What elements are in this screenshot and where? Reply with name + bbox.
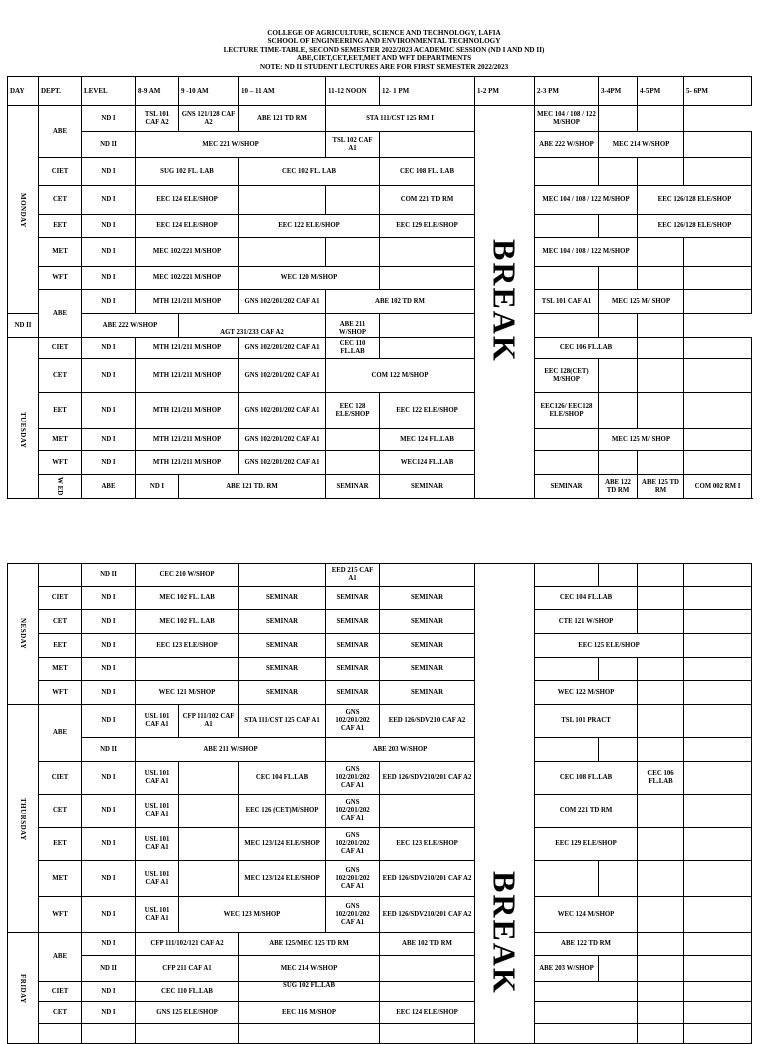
class-cell: TSL 102 CAF A1 bbox=[326, 132, 380, 158]
class-cell: EEC 125 ELE/SHOP bbox=[535, 634, 684, 658]
level-cell: ND I bbox=[82, 106, 136, 132]
table-row bbox=[8, 705, 752, 738]
class-cell: SUG 102 FL.LAB bbox=[239, 982, 380, 1002]
table-row bbox=[8, 634, 752, 658]
col-day: DAY bbox=[8, 77, 39, 106]
col-3-4: 3-4PM bbox=[599, 77, 638, 106]
class-cell: GNS 102/201/202 CAF A1 bbox=[239, 429, 326, 451]
timetable-note: NOTE: ND II STUDENT LECTURES ARE FOR FIRST SEMESTER 2022/2023 bbox=[259, 62, 509, 71]
class-cell: EEC 123 ELE/SHOP bbox=[380, 828, 475, 861]
class-cell: ABE 122 TD RM bbox=[599, 475, 638, 499]
class-cell: GNS 102/201/202 CAF A1 bbox=[239, 290, 326, 314]
class-cell: MTH 121/211 M/SHOP bbox=[136, 429, 239, 451]
table-row bbox=[8, 658, 752, 681]
day-thursday: THURSDAY bbox=[8, 705, 39, 933]
class-cell: GNS 102/201/202 CAF A1 bbox=[326, 897, 380, 933]
table-row bbox=[8, 215, 752, 238]
day-wednesday-part2: NESDAY bbox=[8, 564, 39, 705]
class-cell: MEC 214 W/SHOP bbox=[599, 132, 684, 158]
class-cell: GNS 102/201/202 CAF A1 bbox=[326, 705, 380, 738]
table-row bbox=[8, 393, 752, 429]
class-cell: MEC 214 W/SHOP bbox=[239, 956, 380, 982]
class-cell: STA 111/CST 125 CAF A1 bbox=[239, 705, 326, 738]
class-cell: SEMINAR bbox=[380, 634, 475, 658]
col-2-3: 2-3 PM bbox=[535, 77, 599, 106]
class-cell: USL 101 CAF A1 bbox=[136, 897, 179, 933]
class-cell: EED 126/SDV210/201 CAF A2 bbox=[380, 897, 475, 933]
class-cell: MEC 125 M/ SHOP bbox=[599, 429, 684, 451]
level-cell: ND I bbox=[82, 762, 136, 795]
level-cell: ND II bbox=[82, 738, 136, 762]
table-row bbox=[8, 106, 752, 132]
class-cell: TSL 101 CAF A2 bbox=[136, 106, 179, 132]
level-cell: ND I bbox=[82, 1002, 136, 1024]
class-cell: SEMINAR bbox=[326, 587, 380, 610]
col-11-12: 11-12 NOON bbox=[326, 77, 380, 106]
class-cell: MEC 102/221 M/SHOP bbox=[136, 267, 239, 290]
class-cell: STA 111/CST 125 RM I bbox=[326, 106, 475, 132]
dept-cell: WFT bbox=[39, 451, 82, 475]
table-row bbox=[8, 186, 752, 215]
table-row bbox=[8, 897, 752, 933]
table-row bbox=[8, 861, 752, 897]
timetable-title: LECTURE TIME-TABLE, SECOND SEMESTER 2022/2023 ACADEMIC SESSION (ND I AND ND II) bbox=[223, 45, 545, 54]
class-cell: SEMINAR bbox=[380, 610, 475, 634]
level-cell: ND I bbox=[82, 429, 136, 451]
class-cell: MTH 121/211 M/SHOP bbox=[136, 338, 239, 359]
level-cell: ND I bbox=[82, 238, 136, 267]
class-cell: WEC 120 M/SHOP bbox=[239, 267, 380, 290]
table-row bbox=[8, 795, 752, 828]
col-4-5: 4-5PM bbox=[638, 77, 684, 106]
level-cell: ND I bbox=[82, 393, 136, 429]
level-cell: ND I bbox=[82, 861, 136, 897]
class-cell: SEMINAR bbox=[326, 475, 380, 499]
dept-cell: CET bbox=[39, 795, 82, 828]
class-cell: TSL 101 PRACT bbox=[535, 705, 638, 738]
class-cell: MEC 123/124 ELE/SHOP bbox=[239, 861, 326, 897]
class-cell: MTH 121/211 M/SHOP bbox=[136, 359, 239, 393]
class-cell: EEC 123 ELE/SHOP bbox=[136, 634, 239, 658]
class-cell: ABE 102 TD RM bbox=[380, 933, 475, 956]
dept-cell: CET bbox=[39, 186, 82, 215]
class-cell: MEC 102 FL. LAB bbox=[136, 610, 239, 634]
class-cell: COM 122 M/SHOP bbox=[326, 359, 475, 393]
table-row bbox=[8, 587, 752, 610]
class-cell: GNS 102/201/202 CAF A1 bbox=[239, 451, 326, 475]
level-cell: ND I bbox=[82, 828, 136, 861]
table-row bbox=[8, 314, 752, 338]
level-cell: ND I bbox=[82, 795, 136, 828]
col-9-10: 9 -10 AM bbox=[179, 77, 239, 106]
level-cell: ND I bbox=[82, 186, 136, 215]
level-cell: ND I bbox=[82, 451, 136, 475]
class-cell: EEC 124 ELE/SHOP bbox=[136, 186, 239, 215]
level-cell: ND I bbox=[82, 933, 136, 956]
header-row bbox=[8, 77, 752, 106]
class-cell: CTE 121 W/SHOP bbox=[535, 610, 638, 634]
table-row bbox=[8, 1024, 752, 1044]
dept-cell: ABE bbox=[39, 705, 82, 762]
class-cell: ABE 203 W/SHOP bbox=[326, 738, 475, 762]
class-cell: CEC 108 FL.LAB bbox=[535, 762, 638, 795]
class-cell: ABE 121 TD RM bbox=[239, 106, 326, 132]
class-cell: COM 002 RM I bbox=[684, 475, 752, 499]
table-row bbox=[8, 475, 752, 499]
class-cell: MEC 124 FL.LAB bbox=[380, 429, 475, 451]
college-name: COLLEGE OF AGRICULTURE, SCIENCE AND TECHNOLOGY, LAFIA bbox=[267, 29, 501, 37]
dept-cell: ABE bbox=[39, 290, 82, 338]
class-cell: WEC124 FL.LAB bbox=[380, 451, 475, 475]
table-row bbox=[8, 762, 752, 795]
table-row bbox=[8, 238, 752, 267]
class-cell: EEC 126/128 ELE/SHOP bbox=[638, 186, 752, 215]
class-cell: SEMINAR bbox=[239, 634, 326, 658]
level-cell: ND I bbox=[82, 338, 136, 359]
table-row bbox=[8, 956, 752, 982]
table-row bbox=[8, 451, 752, 475]
level-cell: ND II bbox=[8, 314, 39, 338]
class-cell: GNS 125 ELE/SHOP bbox=[136, 1002, 239, 1024]
class-cell: ABE 121 TD. RM bbox=[179, 475, 326, 499]
dept-cell: WFT bbox=[39, 681, 82, 705]
class-cell: EED 126/SDV210 CAF A2 bbox=[380, 705, 475, 738]
dept-cell: MET bbox=[39, 238, 82, 267]
class-cell: MEC 104 / 108 / 122 M/SHOP bbox=[535, 106, 599, 132]
class-cell: MEC 102 FL. LAB bbox=[136, 587, 239, 610]
dept-cell: CET bbox=[39, 1002, 82, 1024]
class-cell: EEC126/ EEC128 ELE/SHOP bbox=[535, 393, 599, 429]
class-cell: CEC 210 W/SHOP bbox=[136, 564, 239, 587]
departments-line: ABE,CIET,CET,EET,MET AND WFT DEPARTMENTS bbox=[296, 54, 472, 63]
table-row bbox=[8, 132, 752, 158]
class-cell: GNS 102/201/202 CAF A1 bbox=[326, 828, 380, 861]
day-tuesday: TUESDAY bbox=[8, 338, 39, 499]
class-cell: SEMINAR bbox=[326, 658, 380, 681]
class-cell: GNS 102/201/202 CAF A1 bbox=[326, 795, 380, 828]
col-12-1: 12- 1 PM bbox=[380, 77, 475, 106]
class-cell: ABE 211 W/SHOP bbox=[136, 738, 326, 762]
level-cell: ND I bbox=[82, 705, 136, 738]
dept-cell: ABE bbox=[39, 933, 82, 982]
dept-cell: CIET bbox=[39, 982, 82, 1002]
level-cell: ND I bbox=[82, 897, 136, 933]
class-cell: WEC 121 M/SHOP bbox=[136, 681, 239, 705]
class-cell: MEC 123/124 ELE/SHOP bbox=[239, 828, 326, 861]
class-cell: EEC 129 ELE/SHOP bbox=[535, 828, 638, 861]
dept-cell: CIET bbox=[39, 762, 82, 795]
class-cell: GNS 121/128 CAF A2 bbox=[179, 106, 239, 132]
day-friday: FRIDAY bbox=[8, 933, 39, 1044]
class-cell: CEC 108 FL. LAB bbox=[380, 158, 475, 186]
class-cell: GNS 102/201/202 CAF A1 bbox=[239, 359, 326, 393]
class-cell: EEC 126/128 ELE/SHOP bbox=[638, 215, 752, 238]
dept-cell: MET bbox=[39, 658, 82, 681]
level-cell: ND II bbox=[82, 956, 136, 982]
class-cell: COM 221 TD RM bbox=[380, 186, 475, 215]
level-cell: ND I bbox=[82, 982, 136, 1002]
dept-cell: CET bbox=[39, 610, 82, 634]
level-cell: ND I bbox=[82, 359, 136, 393]
day-monday: MONDAY bbox=[8, 106, 39, 314]
timetable-page-1 bbox=[7, 76, 752, 499]
dept-cell: MET bbox=[39, 429, 82, 451]
table-row bbox=[8, 338, 752, 359]
table-row bbox=[8, 429, 752, 451]
class-cell: ABE 211 W/SHOP bbox=[326, 314, 380, 338]
level-cell: ND I bbox=[82, 215, 136, 238]
timetable-header bbox=[0, 29, 768, 71]
class-cell: EEC 124 ELE/SHOP bbox=[380, 1002, 475, 1024]
class-cell: TSL 101 CAF A1 bbox=[535, 290, 599, 314]
day-wednesday-part1: W ED bbox=[39, 475, 82, 499]
class-cell: USL 101 CAF A1 bbox=[136, 795, 179, 828]
class-cell: SEMINAR bbox=[239, 610, 326, 634]
level-cell: ND I bbox=[82, 587, 136, 610]
class-cell: GNS 102/201/202 CAF A1 bbox=[239, 338, 326, 359]
class-cell: EEC 122 ELE/SHOP bbox=[239, 215, 380, 238]
level-cell: ND II bbox=[82, 564, 136, 587]
dept-cell: CET bbox=[39, 359, 82, 393]
class-cell: CEC 110 FL.LAB bbox=[136, 982, 239, 1002]
class-cell: SEMINAR bbox=[380, 681, 475, 705]
class-cell: CEC 110 FL.LAB bbox=[326, 338, 380, 359]
level-cell: ND I bbox=[82, 681, 136, 705]
class-cell: USL 101 CAF A1 bbox=[136, 828, 179, 861]
col-dept: DEPT. bbox=[39, 77, 82, 106]
level-cell: ND I bbox=[82, 658, 136, 681]
class-cell: USL 101 CAF A1 bbox=[136, 762, 179, 795]
table-row bbox=[8, 564, 752, 587]
table-row bbox=[8, 267, 752, 290]
class-cell: MTH 121/211 M/SHOP bbox=[136, 290, 239, 314]
school-name: SCHOOL OF ENGINEERING AND ENVIRONMENTAL TECHNOLOGY bbox=[267, 37, 501, 46]
class-cell: EEC 126 (CET)M/SHOP bbox=[239, 795, 326, 828]
class-cell: CFP 111/102 CAF A1 bbox=[179, 705, 239, 738]
class-cell: COM 221 TD RM bbox=[535, 795, 638, 828]
dept-cell: CIET bbox=[39, 338, 82, 359]
class-cell: EEC 116 M/SHOP bbox=[239, 1002, 380, 1024]
dept-cell: ABE bbox=[82, 475, 136, 499]
class-cell: ABE 222 W/SHOP bbox=[535, 132, 599, 158]
col-level: LEVEL bbox=[82, 77, 136, 106]
timetable-page-2 bbox=[7, 563, 752, 1044]
class-cell: MEC 221 W/SHOP bbox=[136, 132, 326, 158]
class-cell: SEMINAR bbox=[326, 634, 380, 658]
class-cell: SEMINAR bbox=[380, 475, 475, 499]
class-cell: CEC 102 FL. LAB bbox=[239, 158, 380, 186]
class-cell: MTH 121/211 M/SHOP bbox=[136, 393, 239, 429]
level-cell: ND I bbox=[82, 267, 136, 290]
table-row bbox=[8, 1002, 752, 1024]
table-row bbox=[8, 982, 752, 1002]
break-column: BREAK bbox=[475, 106, 535, 499]
table-row bbox=[8, 828, 752, 861]
dept-cell: WFT bbox=[39, 897, 82, 933]
class-cell: CEC 106 FL.LAB bbox=[638, 762, 684, 795]
class-cell: CFP 111/102/121 CAF A2 bbox=[136, 933, 239, 956]
class-cell: EEC 128 ELE/SHOP bbox=[326, 393, 380, 429]
level-cell: ND I bbox=[82, 290, 136, 314]
class-cell: CEC 106 FL.LAB bbox=[535, 338, 638, 359]
table-row bbox=[8, 290, 752, 314]
level-cell: ND II bbox=[82, 132, 136, 158]
class-cell: GNS 102/201/202 CAF A1 bbox=[326, 762, 380, 795]
dept-cell: ABE bbox=[39, 106, 82, 158]
col-8-9: 8-9 AM bbox=[136, 77, 179, 106]
class-cell: ABE 125/MEC 125 TD RM bbox=[239, 933, 380, 956]
dept-cell: WFT bbox=[39, 267, 82, 290]
table-row bbox=[8, 933, 752, 956]
class-cell: SEMINAR bbox=[380, 587, 475, 610]
table-row bbox=[8, 359, 752, 393]
dept-cell: MET bbox=[39, 861, 82, 897]
level-cell: ND I bbox=[136, 475, 179, 499]
class-cell: WEC 122 M/SHOP bbox=[535, 681, 638, 705]
class-cell: SUG 102 FL. LAB bbox=[136, 158, 239, 186]
class-cell: SEMINAR bbox=[239, 658, 326, 681]
level-cell: ND I bbox=[82, 610, 136, 634]
dept-cell: CIET bbox=[39, 158, 82, 186]
table-row bbox=[8, 738, 752, 762]
col-10-11: 10 – 11 AM bbox=[239, 77, 326, 106]
class-cell: WEC 123 M/SHOP bbox=[179, 897, 326, 933]
dept-cell: CIET bbox=[39, 587, 82, 610]
class-cell: EED 126/SDV210/201 CAF A2 bbox=[380, 861, 475, 897]
class-cell: USL 101 CAF A1 bbox=[136, 705, 179, 738]
dept-cell: EET bbox=[39, 393, 82, 429]
class-cell: AGT 231/233 CAF A2 bbox=[179, 314, 326, 338]
class-cell: EEC 129 ELE/SHOP bbox=[380, 215, 475, 238]
class-cell: ABE 102 TD RM bbox=[326, 290, 475, 314]
table-row bbox=[8, 610, 752, 634]
class-cell: GNS 102/201/202 CAF A1 bbox=[239, 393, 326, 429]
class-cell: MEC 125 M/ SHOP bbox=[599, 290, 684, 314]
class-cell: EEC 122 ELE/SHOP bbox=[380, 393, 475, 429]
level-cell: ND I bbox=[82, 634, 136, 658]
table-row bbox=[8, 158, 752, 186]
class-cell: ABE 203 W/SHOP bbox=[535, 956, 599, 982]
level-cell: ND I bbox=[82, 158, 136, 186]
break-column: BREAK bbox=[475, 564, 535, 1044]
class-cell: SEMINAR bbox=[326, 681, 380, 705]
class-cell: EEC 128(CET) M/SHOP bbox=[535, 359, 599, 393]
class-cell: ABE 122 TD RM bbox=[535, 933, 638, 956]
class-cell: EED 215 CAF A1 bbox=[326, 564, 380, 587]
class-cell: MEC 104 / 108 / 122 M/SHOP bbox=[535, 238, 638, 267]
class-cell: CFP 211 CAF A1 bbox=[136, 956, 239, 982]
class-cell: CEC 104 FL.LAB bbox=[535, 587, 638, 610]
class-cell: ABE 222 W/SHOP bbox=[82, 314, 179, 338]
dept-cell: EET bbox=[39, 215, 82, 238]
class-cell: EED 126/SDV210/201 CAF A2 bbox=[380, 762, 475, 795]
class-cell: ABE 125 TD RM bbox=[638, 475, 684, 499]
class-cell: EEC 124 ELE/SHOP bbox=[136, 215, 239, 238]
class-cell: MEC 104 / 108 / 122 M/SHOP bbox=[535, 186, 638, 215]
class-cell: SEMINAR bbox=[239, 587, 326, 610]
class-cell: WEC 124 M/SHOP bbox=[535, 897, 638, 933]
col-1-2: 1-2 PM bbox=[475, 77, 535, 106]
class-cell: USL 101 CAF A1 bbox=[136, 861, 179, 897]
table-row bbox=[8, 681, 752, 705]
class-cell: SEMINAR bbox=[535, 475, 599, 499]
class-cell: GNS 102/201/202 CAF A1 bbox=[326, 861, 380, 897]
class-cell: SEMINAR bbox=[239, 681, 326, 705]
class-cell: CEC 104 FL.LAB bbox=[239, 762, 326, 795]
dept-cell: EET bbox=[39, 634, 82, 658]
class-cell: MEC 102/221 M/SHOP bbox=[136, 238, 239, 267]
col-5-6: 5- 6PM bbox=[684, 77, 752, 106]
dept-cell: EET bbox=[39, 828, 82, 861]
class-cell: MTH 121/211 M/SHOP bbox=[136, 451, 239, 475]
class-cell: SEMINAR bbox=[380, 658, 475, 681]
class-cell: SEMINAR bbox=[326, 610, 380, 634]
